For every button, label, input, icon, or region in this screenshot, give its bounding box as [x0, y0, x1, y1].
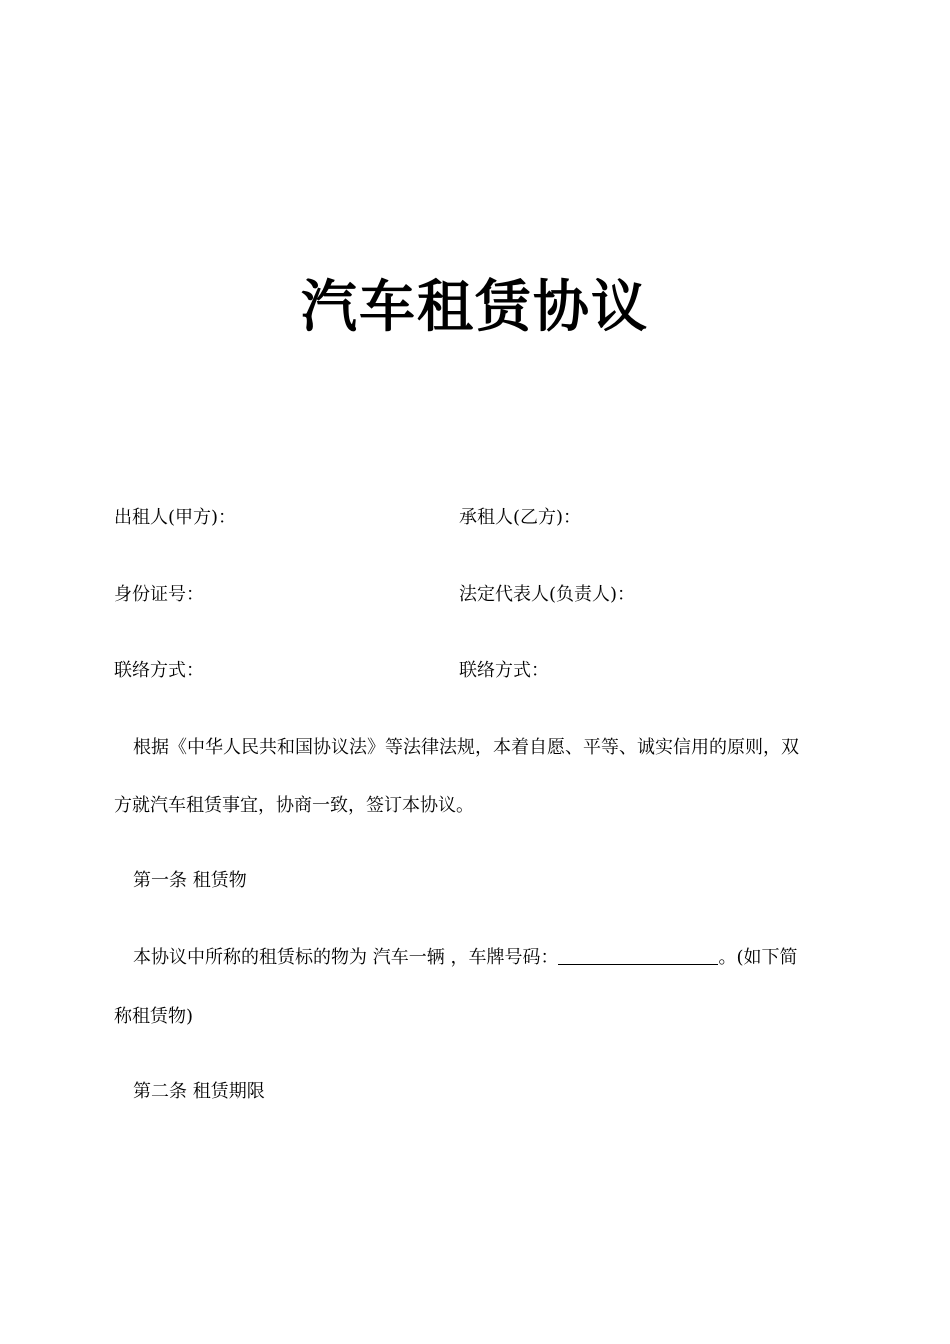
lessee-contact-label: 联络方式：	[459, 660, 549, 681]
preamble-line-1: 根据《中华人民共和国协议法》等法律法规，本着自愿、平等、诚实信用的原则，双	[133, 737, 799, 758]
lessee-label: 承租人(乙方)：	[459, 507, 582, 528]
article-2-heading: 第二条 租赁期限	[133, 1081, 265, 1102]
article-1-text-before: 本协议中所称的租赁标的物为 汽车一辆 ，车牌号码：	[133, 947, 559, 968]
article-1-line-1	[114, 946, 861, 970]
plate-number-blank	[558, 946, 718, 965]
id-number-label: 身份证号：	[114, 584, 204, 605]
document-title: 汽车租赁协议	[301, 275, 649, 340]
lessor-contact-label: 联络方式：	[114, 660, 204, 681]
lessor-label: 出租人(甲方)：	[114, 507, 237, 528]
preamble-line-2: 方就汽车租赁事宜，协商一致，签订本协议。	[114, 795, 474, 816]
article-1-heading: 第一条 租赁物	[133, 870, 247, 891]
article-1-text-after: 。(如下简	[718, 947, 798, 968]
legal-representative-label: 法定代表人(负责人)：	[459, 584, 636, 605]
article-1-line-2: 称租赁物)	[114, 1006, 194, 1027]
